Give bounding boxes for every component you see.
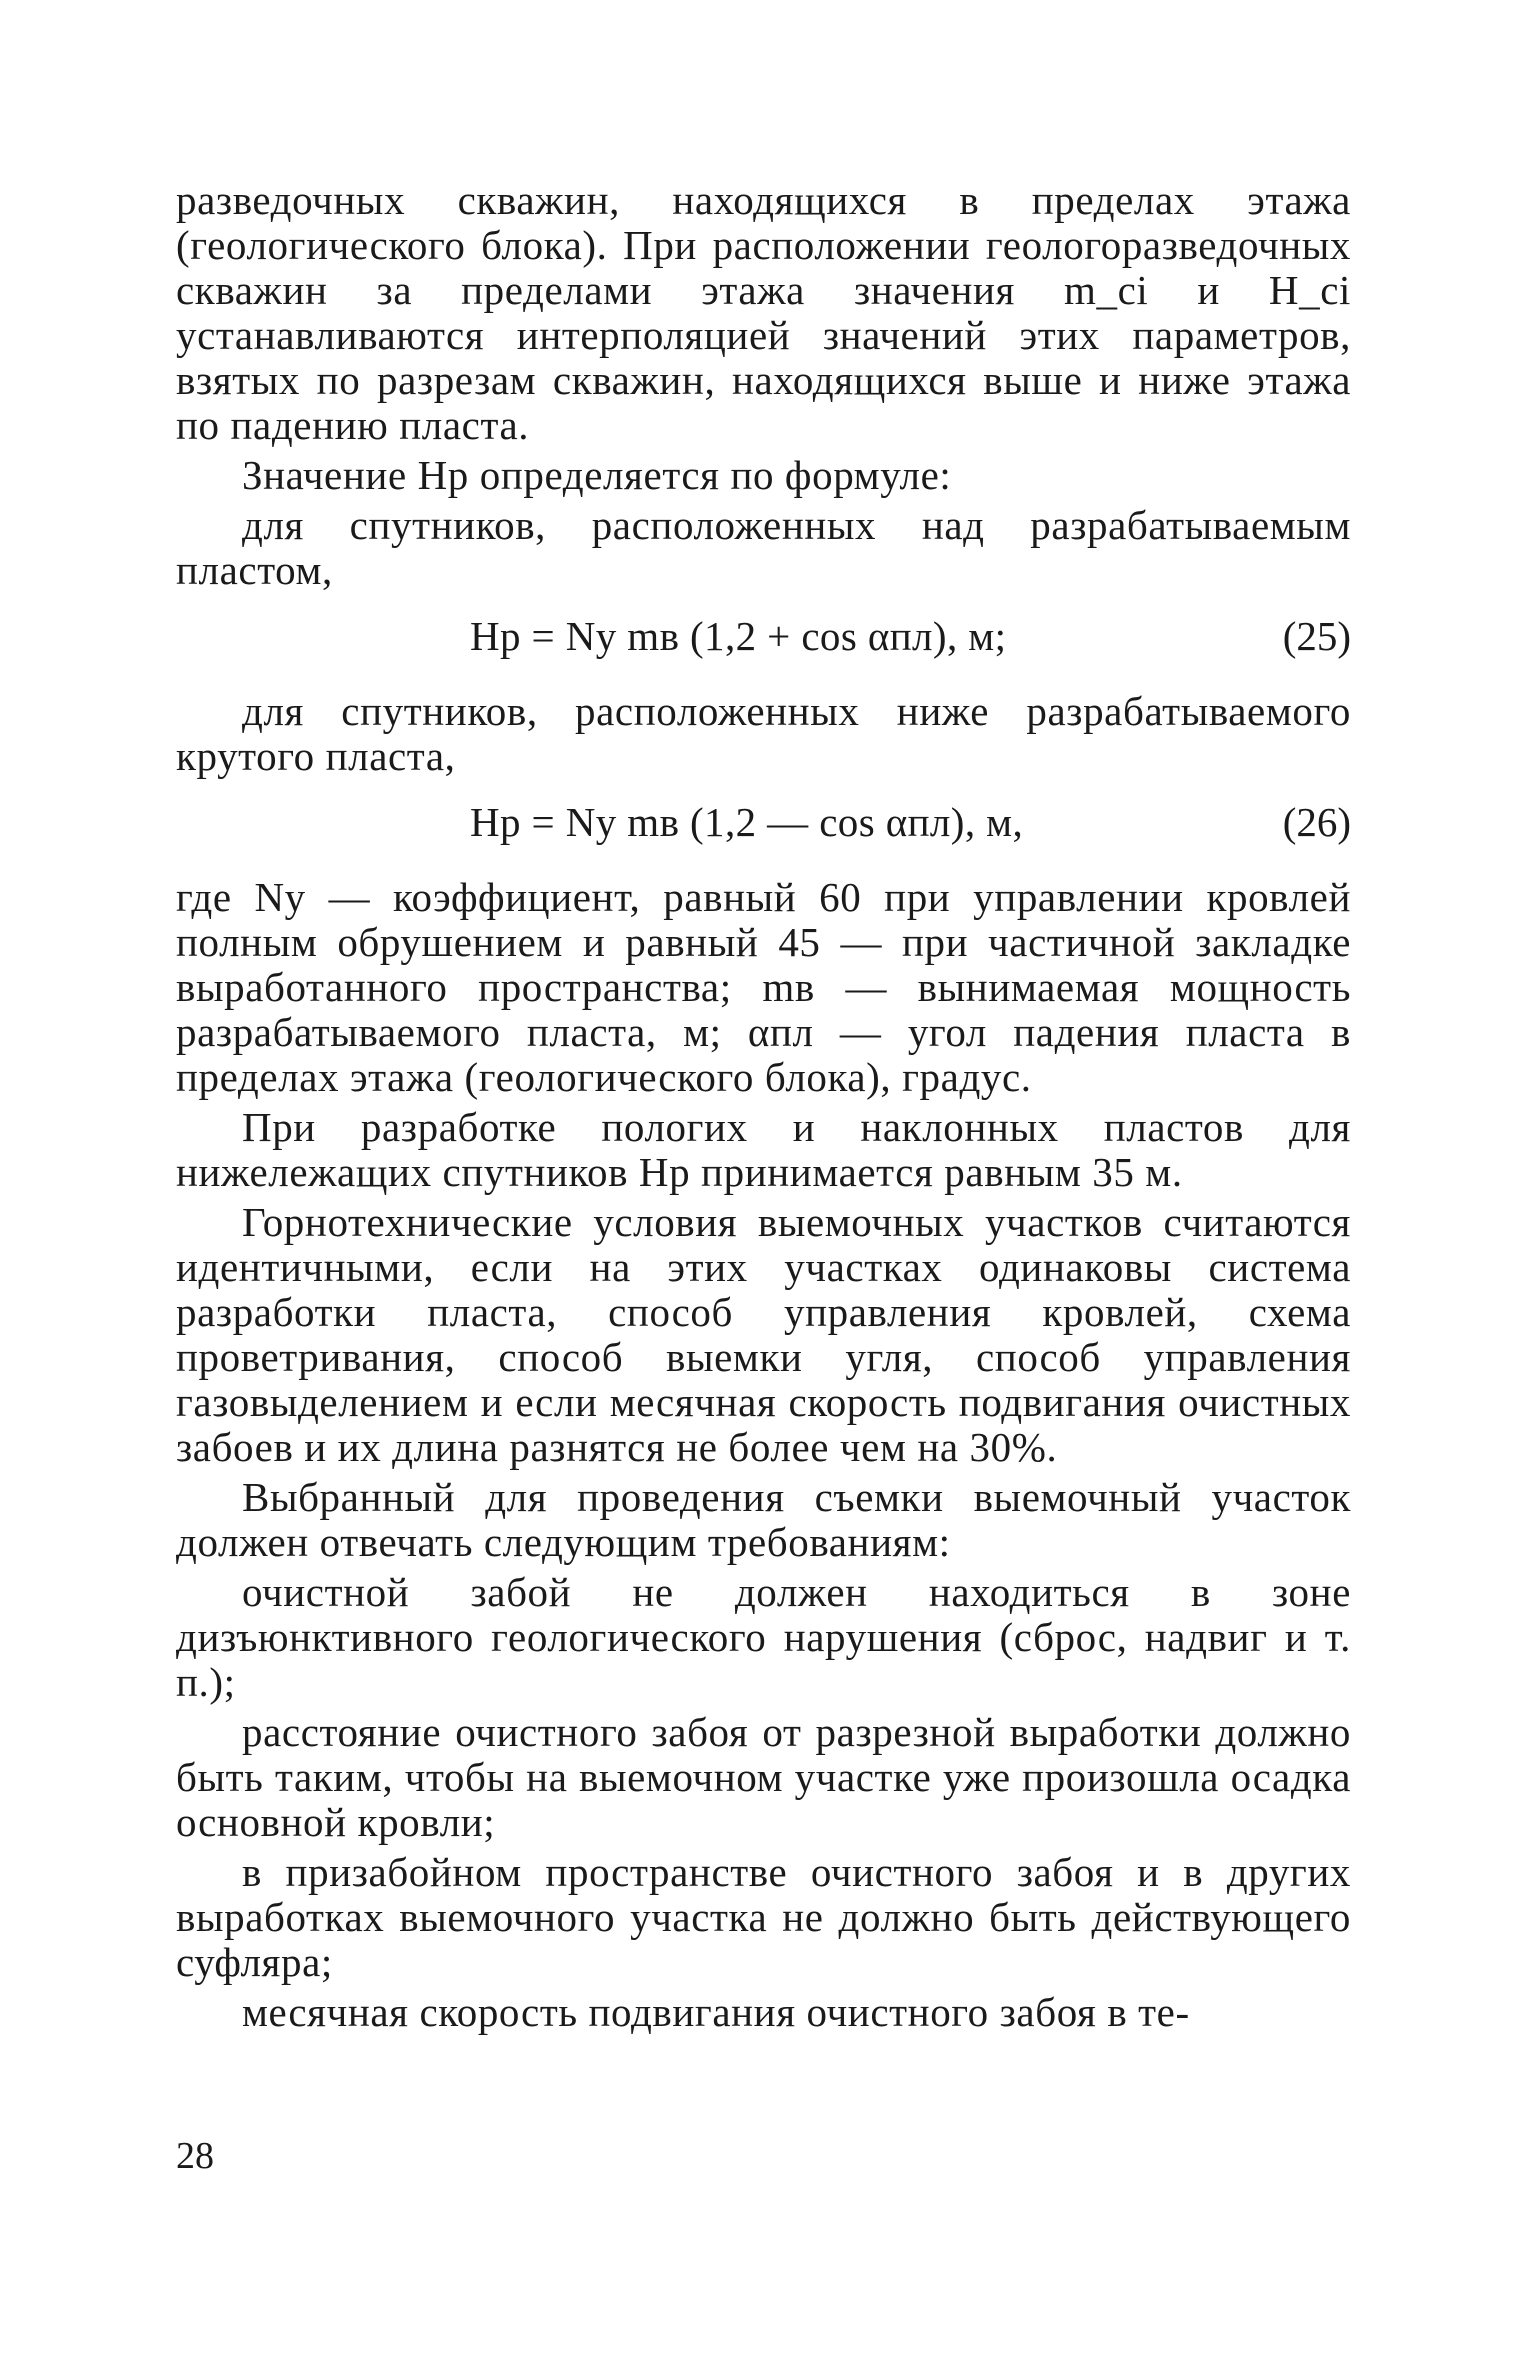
formula-26 [176, 797, 1351, 847]
formula-26-number: (26) [1282, 799, 1351, 845]
paragraph-7: Горнотехнические условия выемочных участков считаются идентичными, если на этих участках одинаковы система разработки пласта, способ управления кровлей, схема проветривания, способ выемки угля, способ управления газовыделением и если месячная скорость подвигания очистных забоев и их длина разнятся не более чем на 30%. [176, 1199, 1351, 1470]
paragraph-2: Значение Hр определяется по формуле: [242, 452, 952, 498]
paragraph-4: для спутников, расположенных ниже разрабатываемого крутого пласта, [176, 688, 1351, 779]
paragraph-10: расстояние очистного забоя от разрезной выработки должно быть таким, чтобы на выемочном участке уже произошла осадка основной кровли; [176, 1709, 1351, 1845]
page-body [176, 178, 1351, 2040]
formula-26-expression: Hр = Nу mв (1,2 — cos αпл), м, [470, 799, 1024, 845]
formula-25-expression: Hр = Nу mв (1,2 + cos αпл), м; [470, 613, 1007, 659]
formula-25-number: (25) [1282, 613, 1351, 659]
paragraph-6: При разработке пологих и наклонных пластов для нижележащих спутников Hр принимается равным 35 м. [176, 1104, 1351, 1195]
paragraph-8: Выбранный для проведения съемки выемочный участок должен отвечать следующим требованиям: [176, 1474, 1351, 1565]
paragraph-12: месячная скорость подвигания очистного забоя в те- [242, 1989, 1190, 2035]
paragraph-11: в призабойном пространстве очистного забоя и в других выработках выемочного участка не должно быть действующего суфляра; [176, 1849, 1351, 1985]
paragraph-3: для спутников, расположенных над разрабатываемым пластом, [176, 502, 1351, 593]
formula-25 [176, 611, 1351, 661]
page-number: 28 [176, 2135, 214, 2177]
paragraph-5: где Nу — коэффициент, равный 60 при управлении кровлей полным обрушением и равный 45 — при частичной закладке выработанного пространства; mв — вынимаемая мощность разрабатываемого пласта, м; αпл — угол падения пласта в пределах этажа (геологического блока), градус. [176, 874, 1351, 1100]
paragraph-1: разведочных скважин, находящихся в пределах этажа (геологического блока). При расположении геологоразведочных скважин за пределами этажа значения m_ci и H_ci устанавливаются интерполяцией значений этих параметров, взятых по разрезам скважин, находящихся выше и ниже этажа по падению пласта. [176, 177, 1351, 448]
paragraph-9: очистной забой не должен находиться в зоне дизъюнктивного геологического нарушения (сброс, надвиг и т. п.); [176, 1569, 1351, 1705]
